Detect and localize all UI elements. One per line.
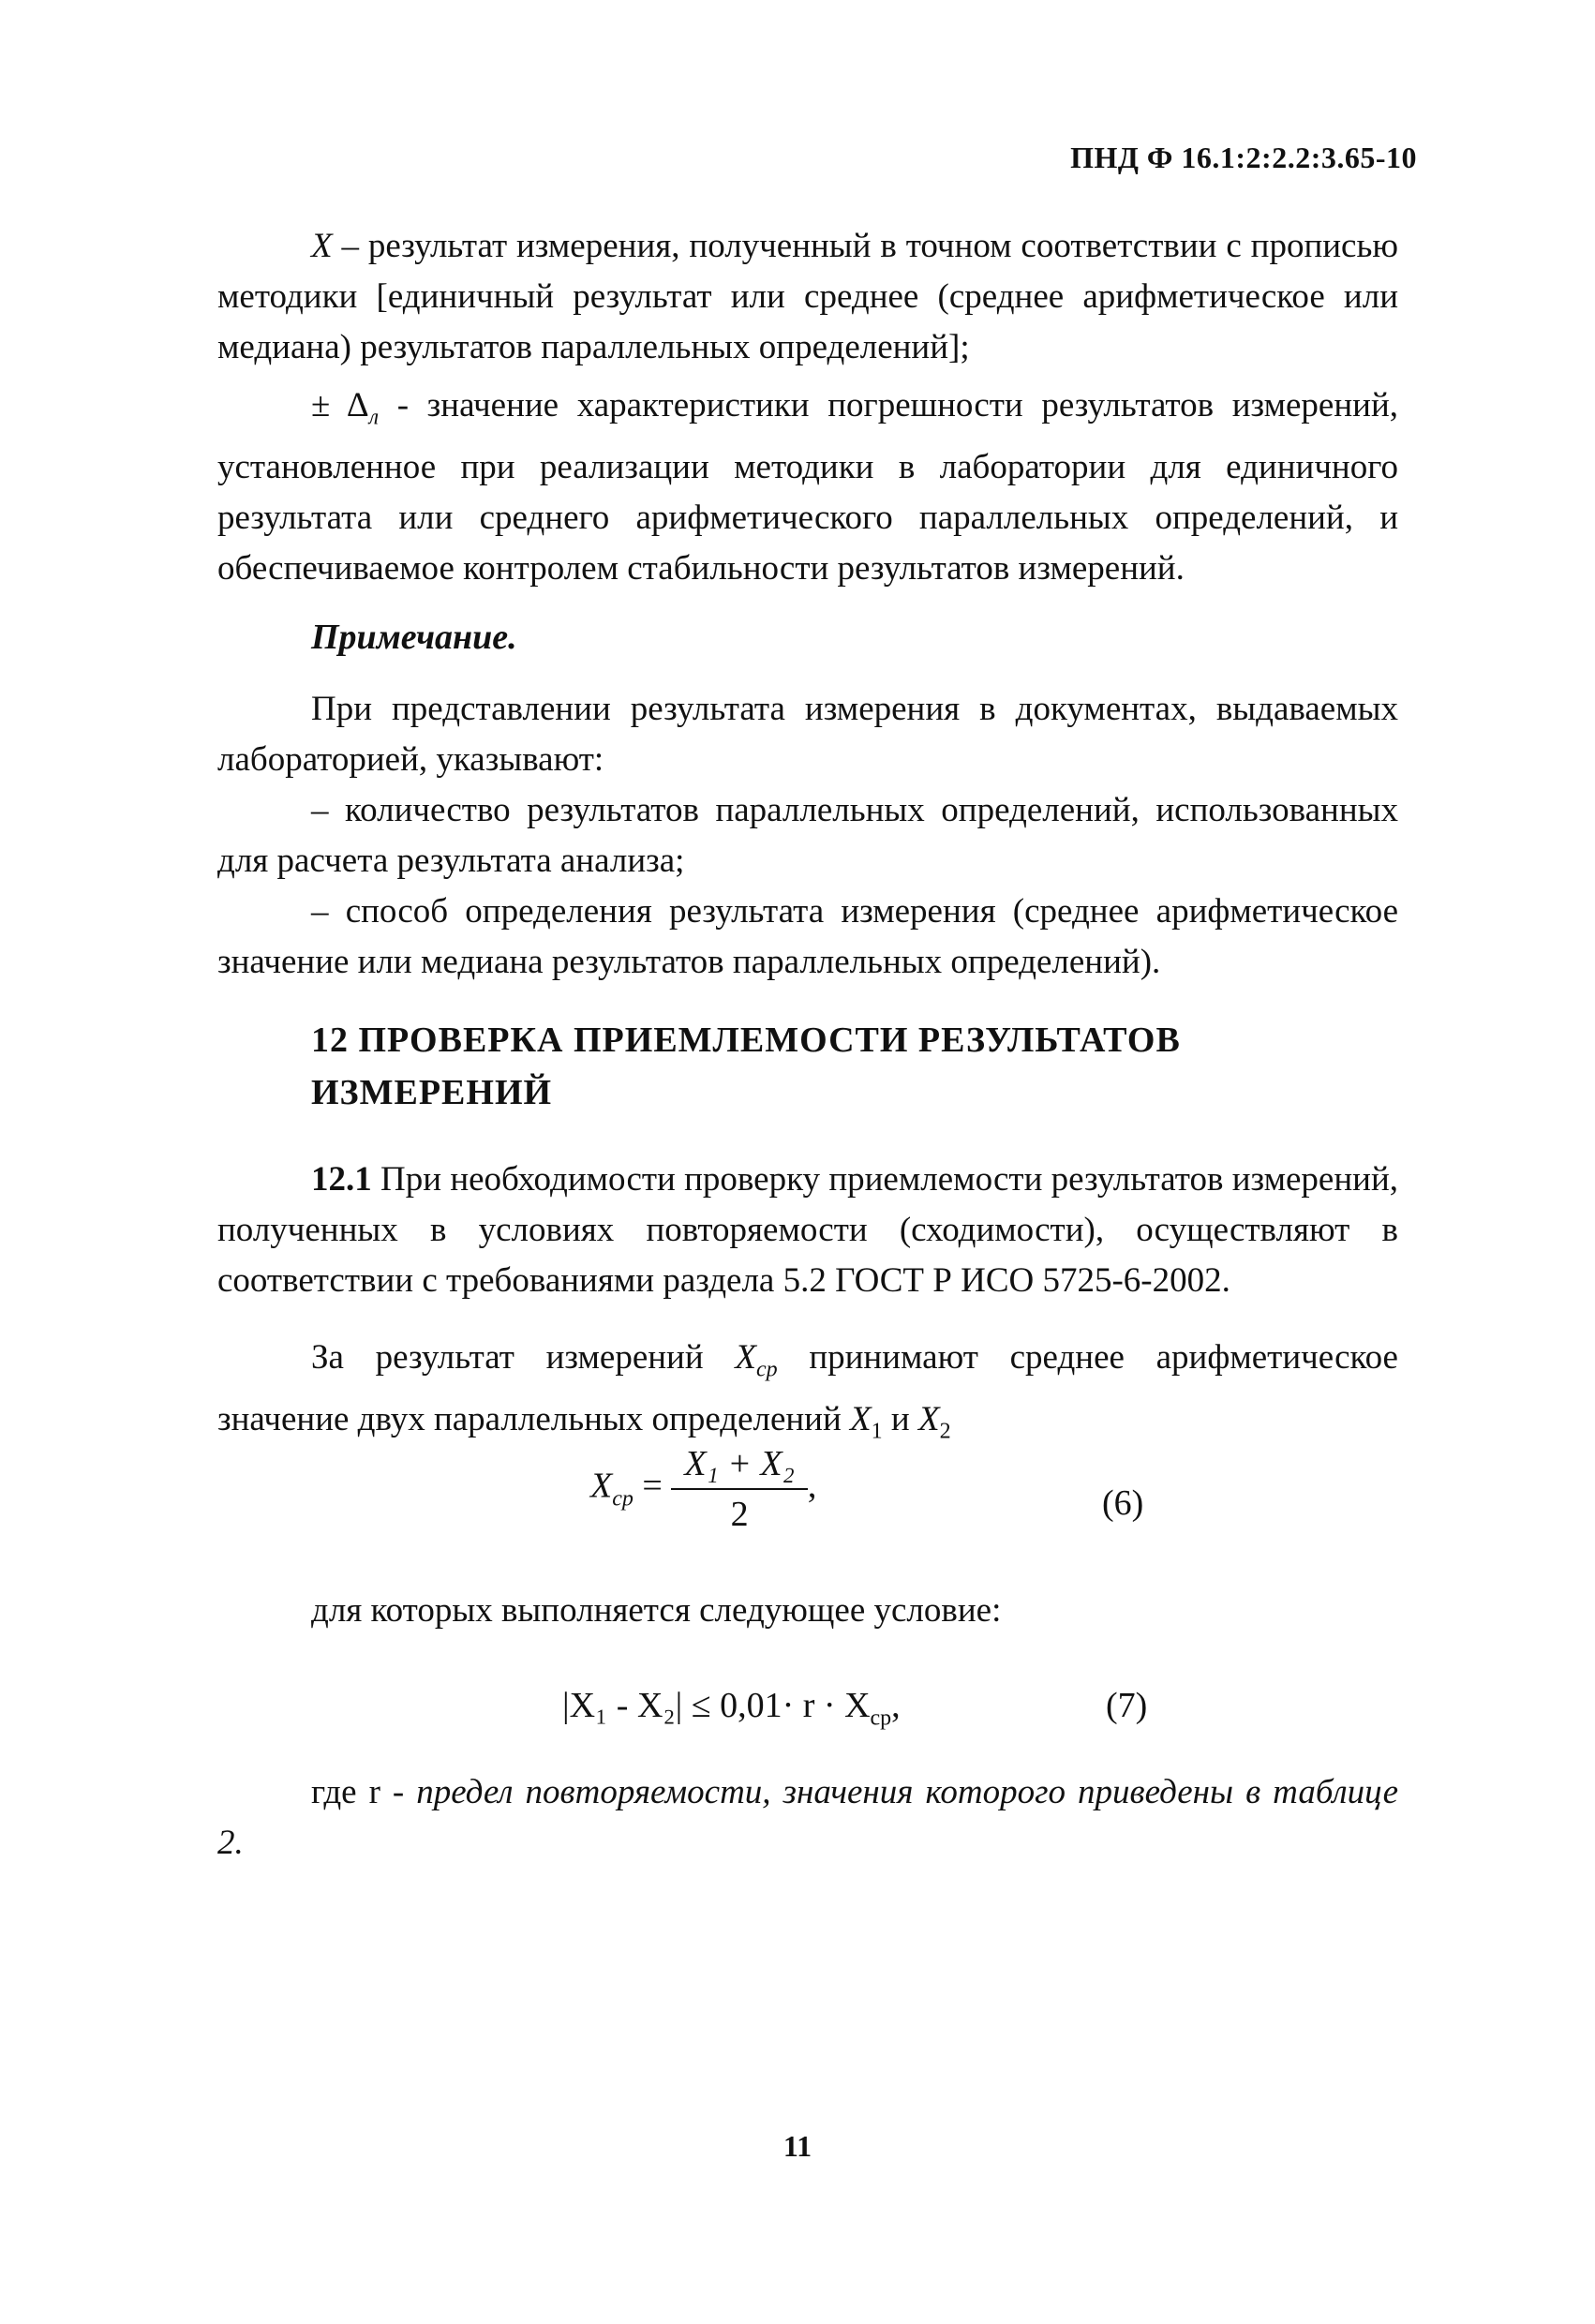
formula-7-comma: ,	[891, 1686, 901, 1725]
paragraph-result-text-b: принимают среднее арифметическое значение двух параллельных определений	[217, 1338, 1398, 1439]
note-item-2: – способ определения результата измерения (среднее арифметическое значение или медиана результатов параллельных определений).	[217, 892, 1398, 981]
paragraph-result-and: и	[882, 1400, 918, 1439]
formula-6-comma: ,	[807, 1466, 817, 1506]
formula-6-fraction	[671, 1443, 808, 1535]
note-intro: При представлении результата измерения в документах, выдаваемых лабораторией, указывают:	[217, 690, 1398, 779]
where-paragraph	[217, 1767, 1398, 1869]
paragraph-number: 12.1	[311, 1160, 372, 1199]
page-number: 11	[783, 2129, 812, 2163]
formula-6-lhs-subscript: ср	[612, 1486, 634, 1512]
paragraph-12-1	[217, 1155, 1398, 1306]
formula-6-lhs: X	[590, 1466, 613, 1506]
x-symbol: X	[311, 227, 333, 265]
formula-7-subscript: ср	[870, 1706, 892, 1731]
note-block	[217, 684, 1398, 988]
delta-symbol: ± Δ	[311, 386, 369, 425]
x-definition	[217, 221, 1398, 373]
xcp-symbol: X	[735, 1338, 756, 1377]
section-heading-line-2: ИЗМЕРЕНИЙ	[311, 1073, 553, 1112]
formula-6-equals: =	[633, 1466, 672, 1506]
formula-7-expression: |X₁ - X₂| ≤ 0,01· r · X	[562, 1686, 871, 1725]
document-code-header: ПНД Ф 16.1:2:2.2:3.65-10	[1070, 141, 1417, 174]
note-item-1: – количество результатов параллельных определений, использованных для расчета результата анализа;	[217, 791, 1398, 880]
delta-definition	[217, 380, 1398, 594]
x2-subscript: 2	[939, 1419, 951, 1444]
section-heading	[311, 1014, 1248, 1119]
paragraph-12-1-text: При необходимости проверку приемлемости результатов измерений, полученных в условиях повторяемости (сходимости), осуществляют в соответствии с требованиями раздела 5.2 ГОСТ Р ИСО 5725-6-2002.	[217, 1160, 1398, 1300]
paragraph-result	[217, 1333, 1398, 1457]
where-block	[217, 1767, 1398, 1869]
section-12-1	[217, 1155, 1398, 1457]
xcp-subscript: ср	[755, 1357, 778, 1382]
condition-text: для которых выполняется следующее условие:	[311, 1591, 1002, 1630]
note-title: Примечание.	[311, 618, 517, 657]
where-prefix: где r	[311, 1773, 380, 1811]
formula-6	[590, 1443, 816, 1535]
formula-7-number: (7)	[1106, 1686, 1148, 1725]
delta-definition-text: - значение характеристики погрешности результатов измерений, установленное при реализации методики в лаборатории для единичного результата или среднего арифметического параллельных определений, и обеспечиваемое контролем стабильности результатов измерений.	[217, 386, 1398, 588]
formula-6-denominator: 2	[730, 1495, 749, 1534]
formula-6-number: (6)	[1102, 1483, 1144, 1523]
section-heading-line-1: 12 ПРОВЕРКА ПРИЕМЛЕМОСТИ РЕЗУЛЬТАТОВ	[311, 1020, 1181, 1060]
definitions-block	[217, 221, 1398, 594]
paragraph-result-text-a: За результат измерений	[311, 1338, 736, 1377]
formula-7	[562, 1685, 901, 1732]
delta-subscript: л	[368, 405, 380, 430]
where-description: - предел повторяемости, значения которого приведены в таблице 2.	[217, 1773, 1398, 1862]
x-definition-text: – результат измерения, полученный в точном соответствии с прописью методики [единичный результат или среднее (среднее арифметическое или медиана) результатов параллельных определений];	[217, 227, 1398, 366]
x2-symbol: X	[917, 1400, 940, 1439]
formula-6-numerator: X₁ + X₂	[671, 1443, 808, 1490]
x1-subscript: 1	[871, 1419, 883, 1444]
x1-symbol: X	[850, 1400, 872, 1439]
